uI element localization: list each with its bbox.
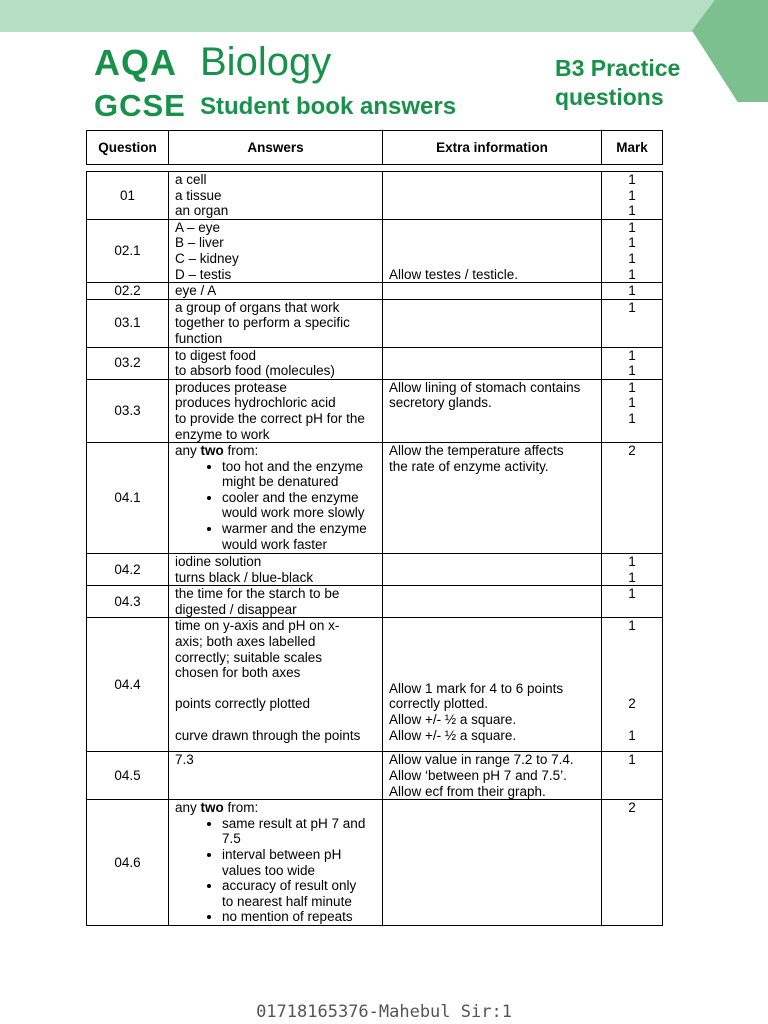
brand-aqa-logo: AQA (94, 42, 177, 83)
answer-line: enzyme to work (175, 426, 270, 442)
answer-intro-text: from: (223, 800, 259, 816)
header-answers: Answers (169, 131, 383, 165)
answer-bullet (222, 816, 376, 847)
answer-intro-text: from: (223, 443, 259, 459)
answer-bullet-line: 7.5 (222, 831, 241, 847)
table-row (87, 299, 663, 347)
answer-line: the time for the starch to be (175, 586, 340, 602)
mark-value (602, 650, 662, 666)
answer-bullet-line: • warmer and the enzyme (222, 521, 367, 537)
answer-line: produces hydrochloric acid (175, 395, 336, 411)
answer-intro-text: any (175, 443, 201, 459)
question-number: 03.3 (87, 379, 169, 442)
table-row (87, 379, 663, 442)
answer-line: iodine solution (175, 554, 262, 570)
extra-info-line: Allow ‘between pH 7 and 7.5’. (389, 768, 567, 784)
extra-info-cell (383, 618, 602, 752)
answer-intro (175, 443, 376, 459)
extra-info-cell (383, 219, 602, 282)
question-number: 03.1 (87, 299, 169, 347)
mark-value: 2 (628, 696, 636, 712)
answer-line: C – kidney (175, 250, 239, 266)
top-decorative-band (0, 0, 768, 32)
extra-info-line: Allow lining of stomach contains (389, 379, 581, 395)
answer-bullet-line: • accuracy of result only (222, 878, 357, 894)
answer-bullet (222, 459, 376, 490)
mark-value: 1 (628, 347, 636, 363)
extra-info-line: the rate of enzyme activity. (389, 458, 549, 474)
mark-value: 1 (628, 363, 636, 379)
mark-value: 1 (628, 586, 636, 602)
answers-cell (169, 586, 383, 618)
table-row (87, 443, 663, 554)
question-number: 03.2 (87, 347, 169, 379)
mark-value: 1 (628, 266, 636, 282)
mark-value: 1 (628, 219, 636, 235)
answer-bullet-line: • too hot and the enzyme (222, 458, 364, 474)
answer-line: A – eye (175, 219, 221, 235)
question-number: 04.3 (87, 586, 169, 618)
answers-cell (169, 172, 383, 220)
answer-line: to provide the correct pH for the (175, 410, 365, 426)
mark-value (602, 665, 662, 681)
answer-bullet-line: • same result at pH 7 and (222, 815, 366, 831)
mark-value (602, 712, 662, 728)
answer-bullet-line: • no mention of repeats (222, 909, 353, 925)
question-number: 02.1 (87, 219, 169, 282)
mark-value: 1 (628, 395, 636, 411)
answer-line: a tissue (175, 187, 222, 203)
mark-cell (602, 800, 663, 926)
mark-value: 1 (628, 187, 636, 203)
page-footer: 01718165376-Mahebul Sir:1 (256, 1002, 512, 1022)
practice-title-line1: B3 Practice (555, 55, 681, 81)
answer-line: axis; both axes labelled (175, 634, 316, 650)
answer-line: a group of organs that work (175, 299, 340, 315)
extra-info-cell (383, 347, 602, 379)
answer-line: eye / A (175, 283, 217, 299)
extra-info-line: Allow ecf from their graph. (389, 783, 546, 799)
answer-line: together to perform a specific (175, 315, 350, 331)
answers-header-table (86, 130, 663, 165)
extra-info-line (389, 618, 595, 634)
answer-line: curve drawn through the points (175, 727, 361, 743)
answer-line: B – liver (175, 235, 224, 251)
practice-title-line2: questions (555, 84, 664, 110)
answer-bullet (222, 878, 376, 909)
answers-cell (169, 752, 383, 800)
question-number: 01 (87, 172, 169, 220)
extra-info-cell (383, 443, 602, 554)
extra-info-cell (383, 586, 602, 618)
answer-bullet-line: might be denatured (222, 474, 339, 490)
mark-value: 1 (628, 569, 636, 585)
question-number: 04.5 (87, 752, 169, 800)
mark-value: 1 (628, 379, 636, 395)
header-row (87, 131, 663, 165)
mark-cell (602, 283, 663, 300)
answer-line: to absorb food (molecules) (175, 363, 335, 379)
answer-line: points correctly plotted (175, 696, 311, 712)
answer-bullet (222, 521, 376, 552)
answers-cell (169, 347, 383, 379)
answer-line (175, 681, 376, 697)
mark-value: 2 (628, 800, 636, 816)
mark-cell (602, 443, 663, 554)
answer-line: an organ (175, 203, 229, 219)
answer-bullet-list (175, 459, 376, 553)
answer-line: chosen for both axes (175, 665, 301, 681)
answer-bullet-line: • cooler and the enzyme (222, 489, 359, 505)
mark-value: 1 (628, 752, 636, 768)
mark-value: 1 (628, 235, 636, 251)
question-number: 04.1 (87, 443, 169, 554)
answers-cell (169, 800, 383, 926)
answer-line: a cell (175, 172, 207, 187)
question-number: 02.2 (87, 283, 169, 300)
extra-info-cell (383, 172, 602, 220)
answer-bullet-list (175, 816, 376, 925)
extra-info-cell (383, 554, 602, 586)
extra-info-line: Allow +/- ½ a square. (389, 712, 517, 728)
practice-title (555, 54, 680, 112)
answer-line: produces protease (175, 379, 287, 395)
mark-cell (602, 219, 663, 282)
header-question: Question (87, 131, 169, 165)
brand-gcse-logo: GCSE (94, 88, 186, 123)
mark-value: 1 (628, 172, 636, 187)
mark-value: 1 (628, 299, 636, 315)
answers-cell (169, 618, 383, 752)
answer-line: to digest food (175, 347, 257, 363)
question-number: 04.4 (87, 618, 169, 752)
answer-bullet (222, 847, 376, 878)
answers-cell (169, 283, 383, 300)
answers-cell (169, 379, 383, 442)
question-number: 04.6 (87, 800, 169, 926)
mark-value (602, 681, 662, 697)
answer-line: digested / disappear (175, 601, 297, 617)
extra-info-line: Allow value in range 7.2 to 7.4. (389, 752, 574, 768)
extra-info-line (389, 650, 595, 666)
answer-intro (175, 800, 376, 816)
answers-table (86, 171, 663, 926)
extra-info-cell (383, 283, 602, 300)
mark-value: 1 (628, 250, 636, 266)
extra-info-line: secretory glands. (389, 395, 492, 411)
mark-value: 1 (628, 727, 636, 743)
brand-biology-title: Biology (200, 40, 332, 84)
mark-value: 1 (628, 203, 636, 219)
answer-line: turns black / blue-black (175, 569, 314, 585)
extra-info-cell (383, 800, 602, 926)
page-subtitle: Student book answers (200, 93, 457, 120)
answer-bullet-line: to nearest half minute (222, 893, 352, 909)
extra-info-line (389, 634, 595, 650)
answer-bullet (222, 909, 376, 925)
answer-line: 7.3 (175, 752, 194, 768)
mark-cell (602, 347, 663, 379)
mark-cell (602, 618, 663, 752)
table-row (87, 618, 663, 752)
table-row (87, 283, 663, 300)
mark-cell (602, 299, 663, 347)
table-row (87, 347, 663, 379)
answer-line: D – testis (175, 266, 232, 282)
mark-value: 1 (628, 410, 636, 426)
answer-line (175, 712, 376, 728)
mark-cell (602, 379, 663, 442)
mark-value: 1 (628, 618, 636, 634)
header-extra-information: Extra information (383, 131, 602, 165)
mark-cell (602, 752, 663, 800)
extra-info-cell (383, 752, 602, 800)
answer-line: function (175, 330, 223, 346)
extra-info-line: Allow testes / testicle. (389, 266, 519, 282)
corner-decorative-shape (692, 0, 768, 102)
answer-line: correctly; suitable scales (175, 649, 323, 665)
answer-bullet-line: would work faster (222, 536, 328, 552)
extra-info-cell (383, 299, 602, 347)
extra-info-line (389, 235, 595, 251)
mark-cell (602, 554, 663, 586)
answers-cell (169, 554, 383, 586)
header-mark: Mark (602, 131, 663, 165)
mark-cell (602, 586, 663, 618)
extra-info-line: Allow +/- ½ a square. (389, 727, 517, 743)
table-row (87, 554, 663, 586)
answer-intro-bold: two (200, 800, 224, 816)
answer-intro-text: any (175, 800, 201, 816)
table-row (87, 752, 663, 800)
answer-bullet (222, 490, 376, 521)
answer-line: time on y-axis and pH on x- (175, 618, 340, 634)
table-row (87, 172, 663, 220)
mark-value: 1 (628, 554, 636, 570)
answers-cell (169, 299, 383, 347)
answer-intro-bold: two (200, 443, 224, 459)
answer-bullet-line: would work more slowly (222, 505, 365, 521)
extra-info-line (389, 251, 595, 267)
extra-info-line (389, 220, 595, 236)
answers-cell (169, 219, 383, 282)
answer-bullet-line: values too wide (222, 862, 316, 878)
mark-cell (602, 172, 663, 220)
table-row (87, 219, 663, 282)
answers-cell (169, 443, 383, 554)
question-number: 04.2 (87, 554, 169, 586)
table-row (87, 586, 663, 618)
mark-value: 1 (628, 283, 636, 299)
extra-info-line (389, 665, 595, 681)
extra-info-line: correctly plotted. (389, 696, 489, 712)
extra-info-line: Allow the temperature affects (389, 443, 564, 459)
answer-bullet-line: • interval between pH (222, 847, 342, 863)
extra-info-line: Allow 1 mark for 4 to 6 points (389, 680, 564, 696)
answers-table-body (87, 172, 663, 926)
mark-value: 2 (628, 443, 636, 459)
mark-value (602, 634, 662, 650)
table-row (87, 800, 663, 926)
extra-info-cell (383, 379, 602, 442)
